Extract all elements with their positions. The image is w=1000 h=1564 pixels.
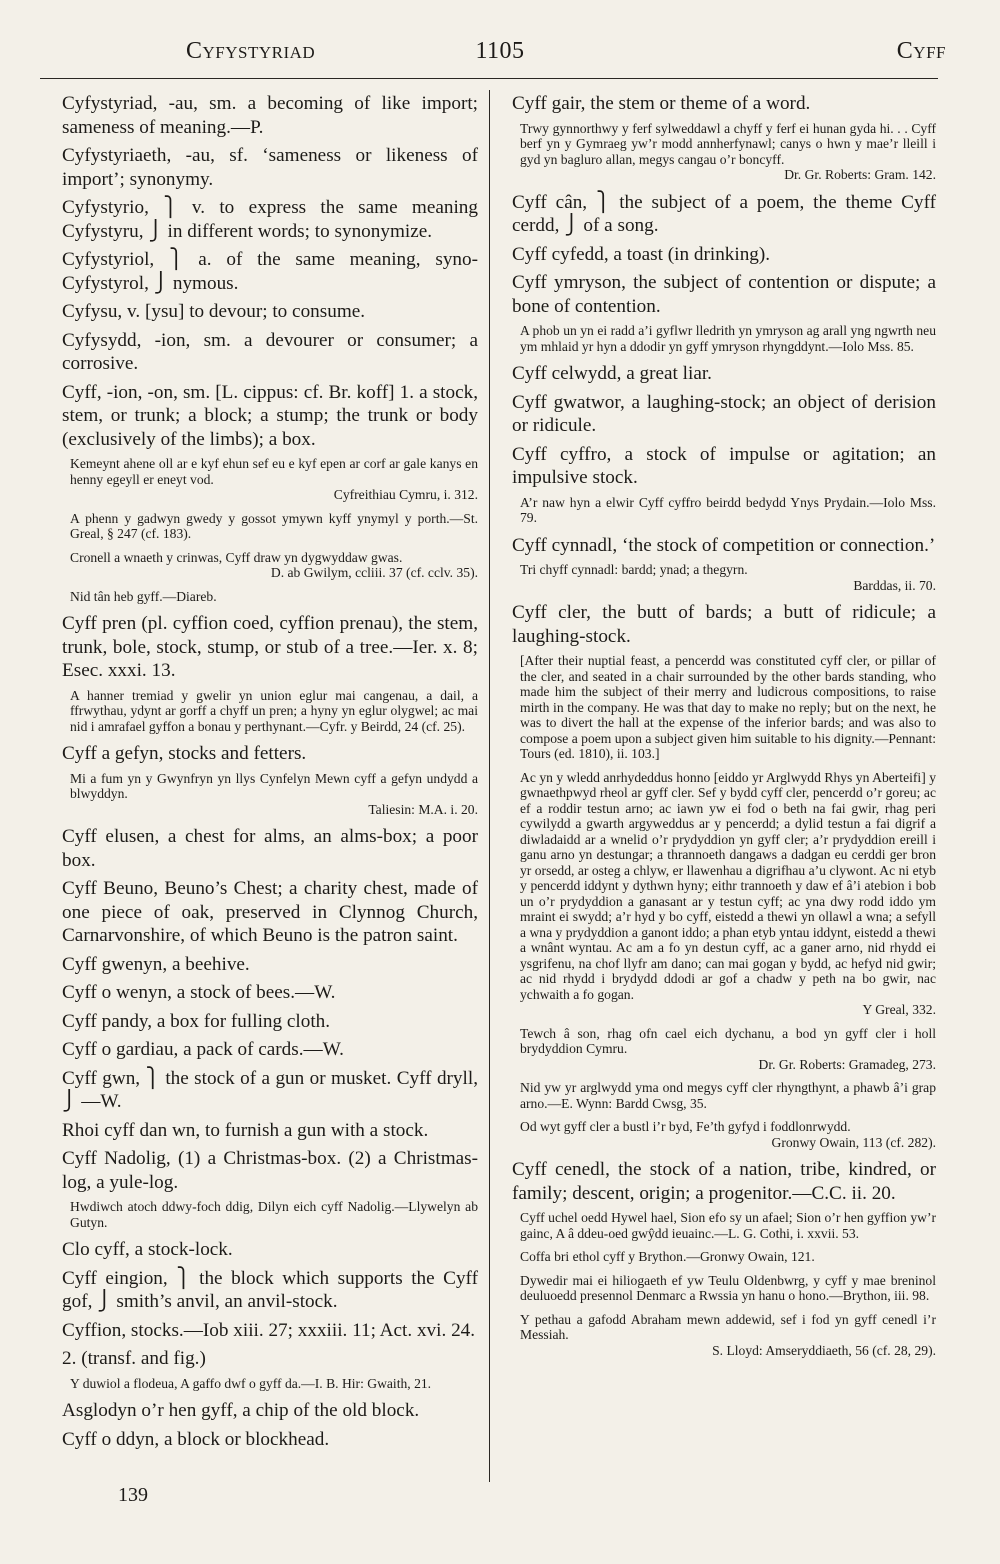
- dictionary-entry: Cyff, -ion, -on, sm. [L. cippus: cf. Br. koff] 1. a stock, stem, or trunk; a block; a stump; the trunk or body (exclusively of the limbs); a box.: [62, 381, 478, 450]
- citation-quote: [520, 1273, 936, 1304]
- page-number: 1105: [475, 38, 525, 64]
- quote-text: Nid tân heb gyff.—Diareb.: [70, 588, 217, 604]
- dictionary-entry: Cyff gwenyn, a beehive.: [62, 953, 250, 975]
- dictionary-entry: Rhoi cyff dan wn, to furnish a gun with a stock.: [62, 1119, 429, 1141]
- dictionary-entry: Cyff celwydd, a great liar.: [512, 363, 712, 384]
- citation-quote: [520, 1026, 936, 1073]
- citation-quote: [520, 323, 936, 354]
- dictionary-entry: 2. (transf. and fig.): [62, 1348, 206, 1369]
- dictionary-entry: Cyff cler, the butt of bards; a butt of ridicule; a laughing-stock.: [512, 602, 936, 647]
- quote-source: Dr. Gr. Roberts: Gram. 142.: [784, 167, 936, 182]
- citation-quote: [520, 1119, 936, 1150]
- dictionary-entry: Cyff o gardiau, a pack of cards.—W.: [62, 1039, 344, 1060]
- dictionary-entry: Cyfystyriol, ⎫ a. of the same meaning, syno- Cyfystyrol, ⎭ nymous.: [62, 249, 478, 294]
- quote-source: Dr. Gr. Roberts: Gramadeg, 273.: [758, 1056, 936, 1072]
- citation-quote: [520, 770, 936, 1018]
- header-left-word: Cyfystyriad: [186, 38, 316, 64]
- dictionary-entry: Cyff cân, ⎫ the subject of a poem, the theme Cyff cerdd, ⎭ of a song.: [512, 191, 936, 236]
- citation-quote: [70, 589, 478, 605]
- running-header: [0, 38, 1000, 72]
- quote-text: Cyff uchel oedd Hywel hael, Sion efo sy un afael; Sion o’r hen gyffion yw’r gainc, A â ddeu-oed gwŷdd ieuainc.—L. G. Cothi, i. xxvii. 53.: [520, 1210, 936, 1241]
- dictionary-entry: Asglodyn o’r hen gyff, a chip of the old block.: [62, 1400, 420, 1421]
- quote-text: Y duwiol a flodeua, A gaffo dwf o gyff da.—I. B. Hir: Gwaith, 21.: [70, 1375, 432, 1391]
- citation-quote: [520, 1312, 936, 1359]
- quote-text: Od wyt gyff cler a bustl i’r byd, Fe’th gyfyd i foddlonrwydd.: [520, 1119, 851, 1134]
- dictionary-entry: Cyff Nadolig, (1) a Christmas-box. (2) a Christmas-log, a yule-log.: [62, 1148, 478, 1193]
- dictionary-entry: Cyff eingion, ⎫ the block which supports the Cyff gof, ⎭ smith’s anvil, an anvil-stock.: [62, 1267, 478, 1312]
- citation-quote: [70, 1376, 478, 1392]
- dictionary-entry: Cyff elusen, a chest for alms, an alms-box; a poor box.: [62, 826, 478, 871]
- dictionary-entry: Cyff gwn, ⎫ the stock of a gun or musket. Cyff dryll, ⎭ —W.: [62, 1067, 478, 1112]
- citation-quote: [70, 1199, 478, 1230]
- quote-source: Y Greal, 332.: [862, 1002, 936, 1017]
- dictionary-entry: Cyff o ddyn, a block or blockhead.: [62, 1428, 330, 1450]
- dictionary-entry: Cyff cyffro, a stock of impulse or agitation; an impulsive stock.: [512, 443, 936, 488]
- citation-quote: [520, 1249, 936, 1265]
- citation-quote: [70, 550, 478, 581]
- dictionary-entry: Cyff cynnadl, ‘the stock of competition or connection.’: [512, 534, 936, 556]
- header-right-word: Cyff: [896, 38, 946, 64]
- dictionary-entry: Cyff Beuno, Beuno’s Chest; a charity chest, made of one piece of oak, preserved in Clynnog Church, Carnarvonshire, of which Beuno is the patron saint.: [62, 878, 478, 946]
- quote-source: Cyfreithiau Cymru, i. 312.: [333, 487, 478, 502]
- dictionary-entry: Cyff o wenyn, a stock of bees.—W.: [62, 982, 336, 1003]
- dictionary-entry: Cyfystyrio, ⎫ v. to express the same meaning Cyfystyru, ⎭ in different words; to synonymize.: [62, 197, 478, 242]
- dictionary-entry: Cyff a gefyn, stocks and fetters.: [62, 743, 307, 764]
- citation-quote: [520, 121, 936, 183]
- quote-text: Tewch â son, rhag ofn cael eich dychanu, a bod yn gyff cler i holl brydyddion Cymru.: [520, 1025, 936, 1056]
- quote-text: Mi a fum yn y Gwynfryn yn llys Cynfelyn Mewn cyff a gefyn undydd a blwyddyn.: [70, 770, 478, 801]
- quote-source: Barddas, ii. 70.: [853, 577, 936, 593]
- dictionary-entry: Cyfystyriaeth, -au, sf. ‘sameness or likeness of import’; synonymy.: [62, 145, 478, 190]
- citation-quote: [70, 688, 478, 735]
- quote-source: Gronwy Owain, 113 (cf. 282).: [771, 1134, 936, 1150]
- quote-text: Dywedir mai ei hiliogaeth ef yw Teulu Oldenbwrg, y cyff y mae breninol deuluoedd presennol Denmarc a Rwssia yn hanu o hono.—Brython, iii. 98.: [520, 1272, 936, 1303]
- quote-text: A’r naw hyn a elwir Cyff cyffro beirdd bedydd Ynys Prydain.—Iolo Mss. 79.: [520, 494, 936, 525]
- quote-text: Nid yw yr arglwydd yma ond megys cyff cler rhyngthynt, a phawb â’i grap arno.—E. Wynn: Bardd Cwsg, 35.: [520, 1080, 936, 1111]
- quote-text: A phob un yn ei radd a’i gyflwr lledrith yn ymryson ag arall yng ngwrth neu ym mhlaid yr hyn a ddodir yn gyff ymryson rhyngddynt.—Iolo Mss. 85.: [520, 323, 936, 354]
- quote-text: A phenn y gadwyn gwedy y gossot ymywn kyff ynymyl y porth.—St. Greal, § 247 (cf. 183).: [70, 510, 478, 541]
- quote-text: Kemeynt ahene oll ar e kyf ehun sef eu e kyf epen ar corf ar gale kanys en henny egeyll er eneyt vod.: [70, 456, 478, 487]
- citation-quote: [70, 771, 478, 818]
- quote-text: Trwy gynnorthwy y ferf sylweddawl a chyff y ferf ei hunan gyda hi. . . Cyff berf yn y Gymraeg yw’r modd annherfynawl; canys o hwn y mae’r lleill i gyd yn bagluro allan, megys cangau o’r boncyff.: [520, 120, 936, 167]
- dictionary-entry: Cyff cyfedd, a toast (in drinking).: [512, 243, 771, 265]
- quote-source: D. ab Gwilym, ccliii. 37 (cf. cclv. 35).: [270, 565, 478, 580]
- dictionary-entry: Cyfystyriad, -au, sm. a becoming of like import; sameness of meaning.—P.: [62, 93, 478, 138]
- dictionary-entry: Cyffion, stocks.—Iob xiii. 27; xxxiii. 11; Act. xvi. 24.: [62, 1319, 476, 1341]
- citation-quote: [520, 1210, 936, 1241]
- folio-number: 139: [118, 1484, 148, 1506]
- quote-text: [After their nuptial feast, a pencerdd was constituted cyff cler, or pillar of the cler, and seated in a chair surrounded by the other bards standing, who made him the subject of their merry and ludicrous compositions, to raise mirth in the company. He was that day to make no reply; but on the next, he was to divert the hall at the expense of the inferior bards; and was also to compose a poem upon a subject given him suitable to his dignity.—Pennant: Tours (ed. 1810), ii. 103.]: [520, 653, 936, 761]
- citation-quote: [70, 511, 478, 542]
- quote-source: S. Lloyd: Amseryddiaeth, 56 (cf. 28, 29).: [712, 1342, 936, 1358]
- quote-text: Hwdiwch atoch ddwy-foch ddig, Dilyn eich cyff Nadolig.—Llywelyn ab Gutyn.: [70, 1199, 478, 1230]
- quote-text: A hanner tremiad y gwelir yn union eglur mai cangenau, a dail, a ffrwythau, ydynt ar gorff a chyff un pren; a hyny yn eglur olygwel; ac mai nid i amrafael gyffon a bonau y perthynant.—Cyfr. y Beirdd, 24 (cf. 25).: [70, 687, 478, 734]
- right-column: [512, 92, 936, 1366]
- quote-text: Tri chyff cynnadl: bardd; ynad; a thegyrn.: [520, 562, 748, 577]
- dictionary-entry: Cyff gwatwor, a laughing-stock; an object of derision or ridicule.: [512, 391, 936, 436]
- dictionary-entry: Cyff pandy, a box for fulling cloth.: [62, 1010, 331, 1032]
- dictionary-entry: Cyfysu, v. [ysu] to devour; to consume.: [62, 301, 366, 322]
- dictionary-entry: Cyff cenedl, the stock of a nation, tribe, kindred, or family; descent, origin; a progenitor.—C.C. ii. 20.: [512, 1159, 936, 1204]
- quote-text: Coffa bri ethol cyff y Brython.—Gronwy Owain, 121.: [520, 1249, 815, 1264]
- quote-text: Cronell a wnaeth y crinwas, Cyff draw yn dygwyddaw gwas.: [70, 549, 403, 565]
- quote-text: Ac yn y wledd anrhydeddus honno [eiddo yr Arglwydd Rhys yn Aberteifi] y gwnaethpwyd rheol ar gyff cler. Sef y bydd cyff cler, pencerdd o’r goreu; ac ef a roddir testun arno; ac iawn yw ei fod o beth na fai gwir, rhag peri cywilydd a gwarth argyweddus ar y pencerdd; a dylid testun a fai digrif a diwladaidd ar a wnelid o’r prydyddion yn gyff cler; a’r prydyddion ereill i ganu arno yn destungar; a thrannoeth dangaws a dadgan eu cerddi ger bron yr orsedd, ar osteg a chlyw, er llawenhau a digrifhau a’u clywont. Ac ni etyb y pencerdd iddynt y dythwn hyny; eithr trannoeth y daw ef â’i atebion i bob un o’r prydyddion a ganasant ar y testun cyff; ac yna dwy rodd iddo ym mraint ei swydd; a’r hyd y bo cyff, eistedd a thewi yn ollawl a wna; a sefyll a wna y prydyddion a ganont iddo; a phan etyb yntau iddynt, eistedd a thewi a wnânt wyntau. Ac am a fo yn destun cyff, ac a ganer arno, nid rhydd ei ysgrifenu, na chof llyfr am dano; can mai gogan y bydd, ac hefyd nid gwir; ac nid rhydd i brydydd ddodi ar gof a chadw y peth na bo gwir, nac ychwaith a fo gogan.: [520, 769, 936, 1002]
- dictionary-entry: Cyff gair, the stem or theme of a word.: [512, 93, 811, 114]
- dictionary-entry: Cyff pren (pl. cyffion coed, cyffion prenau), the stem, trunk, bole, stock, stump, or stub of a tree.—Ier. x. 8; Esec. xxxi. 13.: [62, 613, 478, 681]
- quote-text: Y pethau a gafodd Abraham mewn addewid, sef i fod yn gyff cenedl i’r Messiah.: [520, 1311, 936, 1342]
- dictionary-entry: Clo cyff, a stock-lock.: [62, 1239, 233, 1260]
- citation-quote: [520, 562, 936, 593]
- citation-quote: [520, 653, 936, 762]
- dictionary-entry: Cyfysydd, -ion, sm. a devourer or consumer; a corrosive.: [62, 329, 478, 374]
- dictionary-entry: Cyff ymryson, the subject of contention or dispute; a bone of contention.: [512, 272, 936, 317]
- citation-quote: [520, 1080, 936, 1111]
- left-column: [62, 92, 478, 1456]
- column-divider: [489, 90, 490, 1482]
- quote-source: Taliesin: M.A. i. 20.: [368, 801, 478, 817]
- header-rule: [40, 78, 938, 79]
- citation-quote: [520, 495, 936, 526]
- citation-quote: [70, 456, 478, 503]
